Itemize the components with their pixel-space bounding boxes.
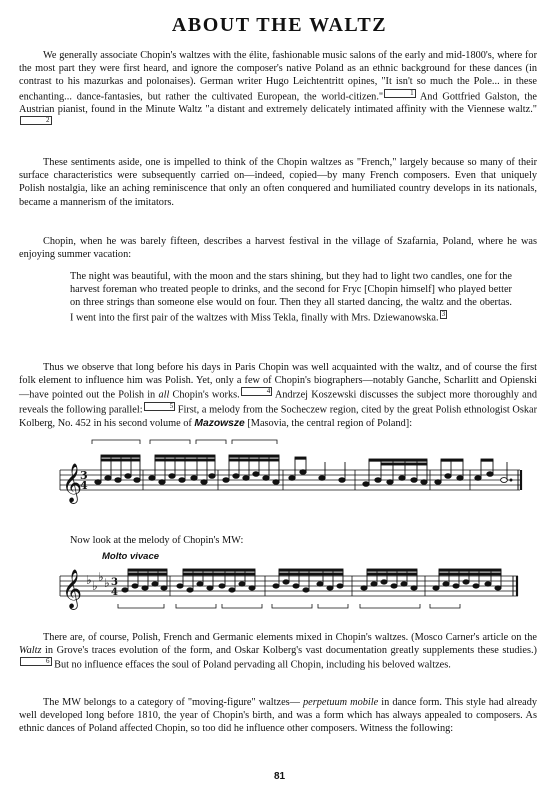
svg-text:3: 3: [80, 469, 88, 482]
page-number: 81: [273, 771, 286, 782]
paragraph-3: [19, 235, 537, 261]
music-caption: Now look at the melody of Chopin's MW:: [70, 535, 244, 546]
footnote-marker-6[interactable]: 6: [20, 657, 52, 666]
svg-text:3: 3: [111, 577, 118, 588]
paragraph-5-text-2: in Grove's traces evolution of the form, and Oskar Kolberg's vast documentation greatly supplements these studies.): [41, 645, 537, 657]
paragraph-6-emphasis: perpetuum mobile: [303, 697, 379, 708]
tempo-marking: Molto vivace: [102, 551, 160, 562]
paragraph-3-text: Chopin, when he was barely fifteen, describes a harvest festival in the village of Szafarnia, Poland, where he was enjoying summer vacation:: [19, 236, 537, 261]
svg-text:𝄞: 𝄞: [62, 569, 83, 609]
block-quote: [70, 270, 512, 324]
paragraph-4: [19, 361, 537, 430]
quote-text: The night was beautiful, with the moon and the stars shining, but they had to light two candles, one for the harvest foreman who treated people to drinks, and the second for Fryc [Chopin himself] who played better on three strings than someone else would on four. Then they all started dancing, the waltz and the obertas. I went into the first pair of the waltzes with Miss Tekla, finally with Mrs. Dziewanowska.: [70, 271, 512, 324]
music-example-folk-melody: [0, 432, 559, 512]
paragraph-2: [19, 156, 537, 209]
svg-text:♭: ♭: [92, 579, 98, 593]
paragraph-5-emphasis: Waltz: [19, 645, 42, 657]
footnote-marker-5[interactable]: 5: [144, 402, 176, 411]
paragraph-5: [19, 631, 537, 672]
svg-text:4: 4: [111, 587, 118, 598]
paragraph-4-emphasis-2: Mazowsze: [194, 417, 245, 429]
paragraph-4-text: Thus we observe that long before his days in Paris Chopin was well acquainted with the waltz, and of course the first folk element to influence him was Polish. Yet, only a few of Chopin's biographers—notably Ganche, Scharlitt and Opienski—have pointed out the Polish in: [19, 362, 537, 401]
svg-text:4: 4: [80, 479, 88, 492]
music-example-minute-waltz: [0, 560, 559, 620]
svg-text:𝄞: 𝄞: [62, 463, 83, 503]
paragraph-2-text: These sentiments aside, one is impelled to think of the Chopin waltzes as "French," largely because so many of their surface characteristics were subsequently carried on—indeed, copied—by many French composers. Even that uniquely Polish nostalgia, like an aching reminiscence that only an often conquered and humiliated country develops in its nationals, became a mannerism of the imitators.: [19, 157, 537, 208]
paragraph-6: [19, 696, 537, 736]
footnote-marker-3[interactable]: 3: [441, 309, 446, 318]
footnote-marker-4[interactable]: 4: [241, 387, 273, 396]
paragraph-4-text-3: Andrzej Koszewski discusses the subject more thoroughly and reveals the following parallel:: [19, 389, 537, 416]
paragraph-4-text-2: Chopin's works.: [169, 389, 240, 401]
svg-text:♭: ♭: [104, 576, 110, 590]
paragraph-6-text-2: in dance form. This style had already well developed long before 1810, the year of Chopin's birth, and was a form which has always appealed to composers. As ethnic dances of Poland affected Chopin, so too did he influence other composers. Witness the following:: [19, 697, 538, 735]
paragraph-1-text: We generally associate Chopin's waltzes with the élite, fashionable music salons of the early and mid-1800's, where for the most part they were first heard, and ignore the composer's native Poland as an ethnic background for these dances (in contrast to his mazurkas and polonaises). German writer Hugo Leichtentritt opines, "It isn't so much the Pole... in these enchanting... dance-fantasies, but rather the cultivated European, the world-citizen.": [19, 50, 537, 103]
svg-text:♭: ♭: [86, 573, 92, 587]
paragraph-6-text: The MW belongs to a category of "moving-figure" waltzes—: [43, 697, 304, 708]
svg-text:♭: ♭: [98, 570, 104, 584]
paragraph-1-text-2: And Gottfried Galston, the Austrian pianist, found in the Minute Waltz "a distant and extremely delicately intimated affinity with the Viennese waltz.": [19, 91, 537, 116]
paragraph-4-text-5: [Masovia, the central region of Poland]:: [244, 417, 413, 429]
paragraph-5-text-3: But no influence effaces the soul of Poland pervading all Chopin, including his beloved waltzes.: [51, 659, 451, 671]
footnote-marker-2[interactable]: 2: [20, 116, 52, 125]
paragraph-4-emphasis: all: [158, 389, 170, 401]
paragraph-5-text: There are, of course, Polish, French and Germanic elements mixed in Chopin's waltzes. (Mosco Carner's article on the: [43, 632, 537, 643]
page-title: ABOUT THE WALTZ: [171, 14, 388, 36]
footnote-marker-1[interactable]: 1: [384, 89, 416, 98]
paragraph-1: [19, 49, 537, 131]
paragraph-4-text-4: First, a melody from the Socheczew region, cited by the great Polish ethnologist Oskar Kolberg, No. 452 in his second volume of: [19, 404, 537, 429]
